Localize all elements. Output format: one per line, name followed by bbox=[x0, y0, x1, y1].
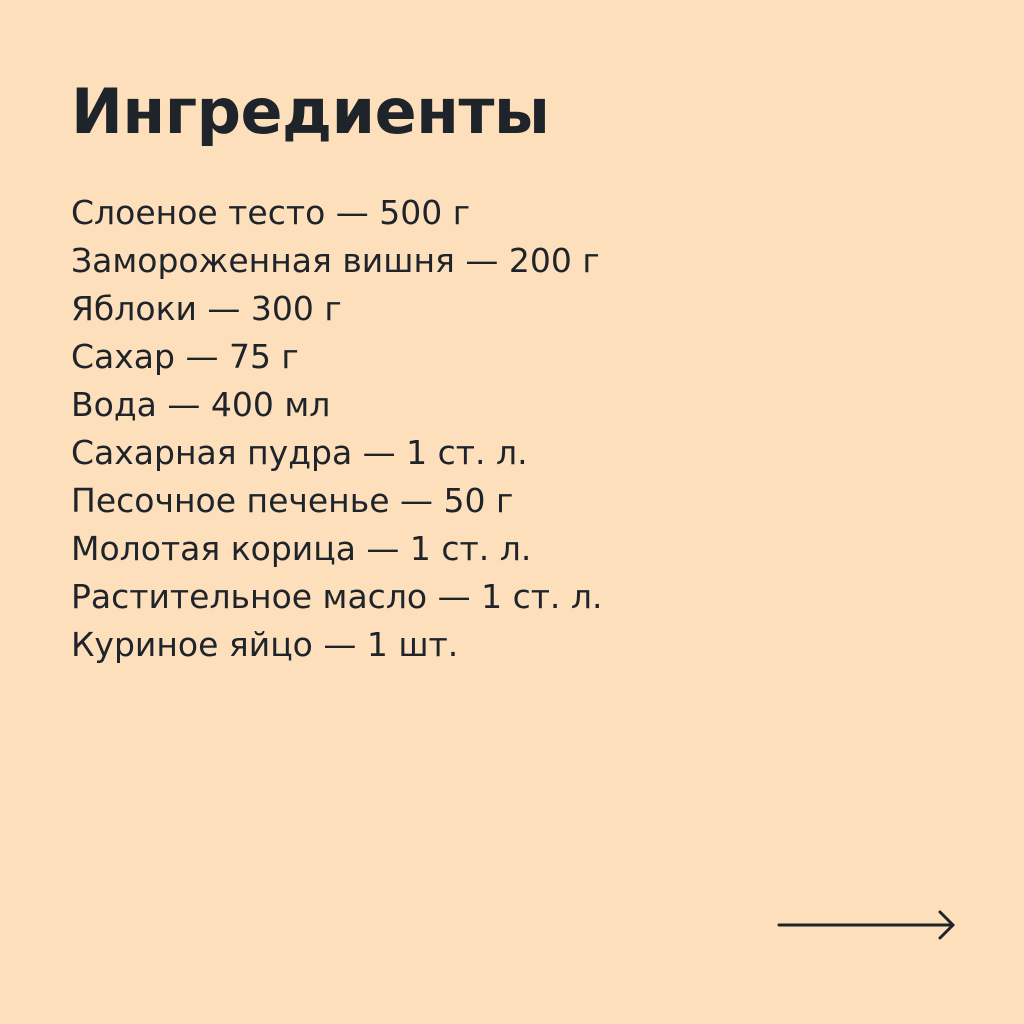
ingredient-item: Молотая корица — 1 ст. л. bbox=[71, 529, 532, 568]
ingredients-list bbox=[71, 189, 603, 669]
ingredient-item: Куриное яйцо — 1 шт. bbox=[71, 625, 459, 664]
ingredient-item: Вода — 400 мл bbox=[71, 385, 331, 424]
page-title: Ингредиенты bbox=[71, 75, 550, 148]
ingredient-item: Песочное печенье — 50 г bbox=[71, 481, 514, 520]
arrow-right-icon[interactable] bbox=[776, 906, 958, 944]
ingredient-item: Замороженная вишня — 200 г bbox=[71, 241, 600, 280]
ingredient-item: Растительное масло — 1 ст. л. bbox=[71, 577, 603, 616]
ingredient-item: Яблоки — 300 г bbox=[71, 289, 342, 328]
ingredient-item: Сахар — 75 г bbox=[71, 337, 299, 376]
ingredient-item: Сахарная пудра — 1 ст. л. bbox=[71, 433, 528, 472]
ingredient-item: Слоеное тесто — 500 г bbox=[71, 193, 471, 232]
